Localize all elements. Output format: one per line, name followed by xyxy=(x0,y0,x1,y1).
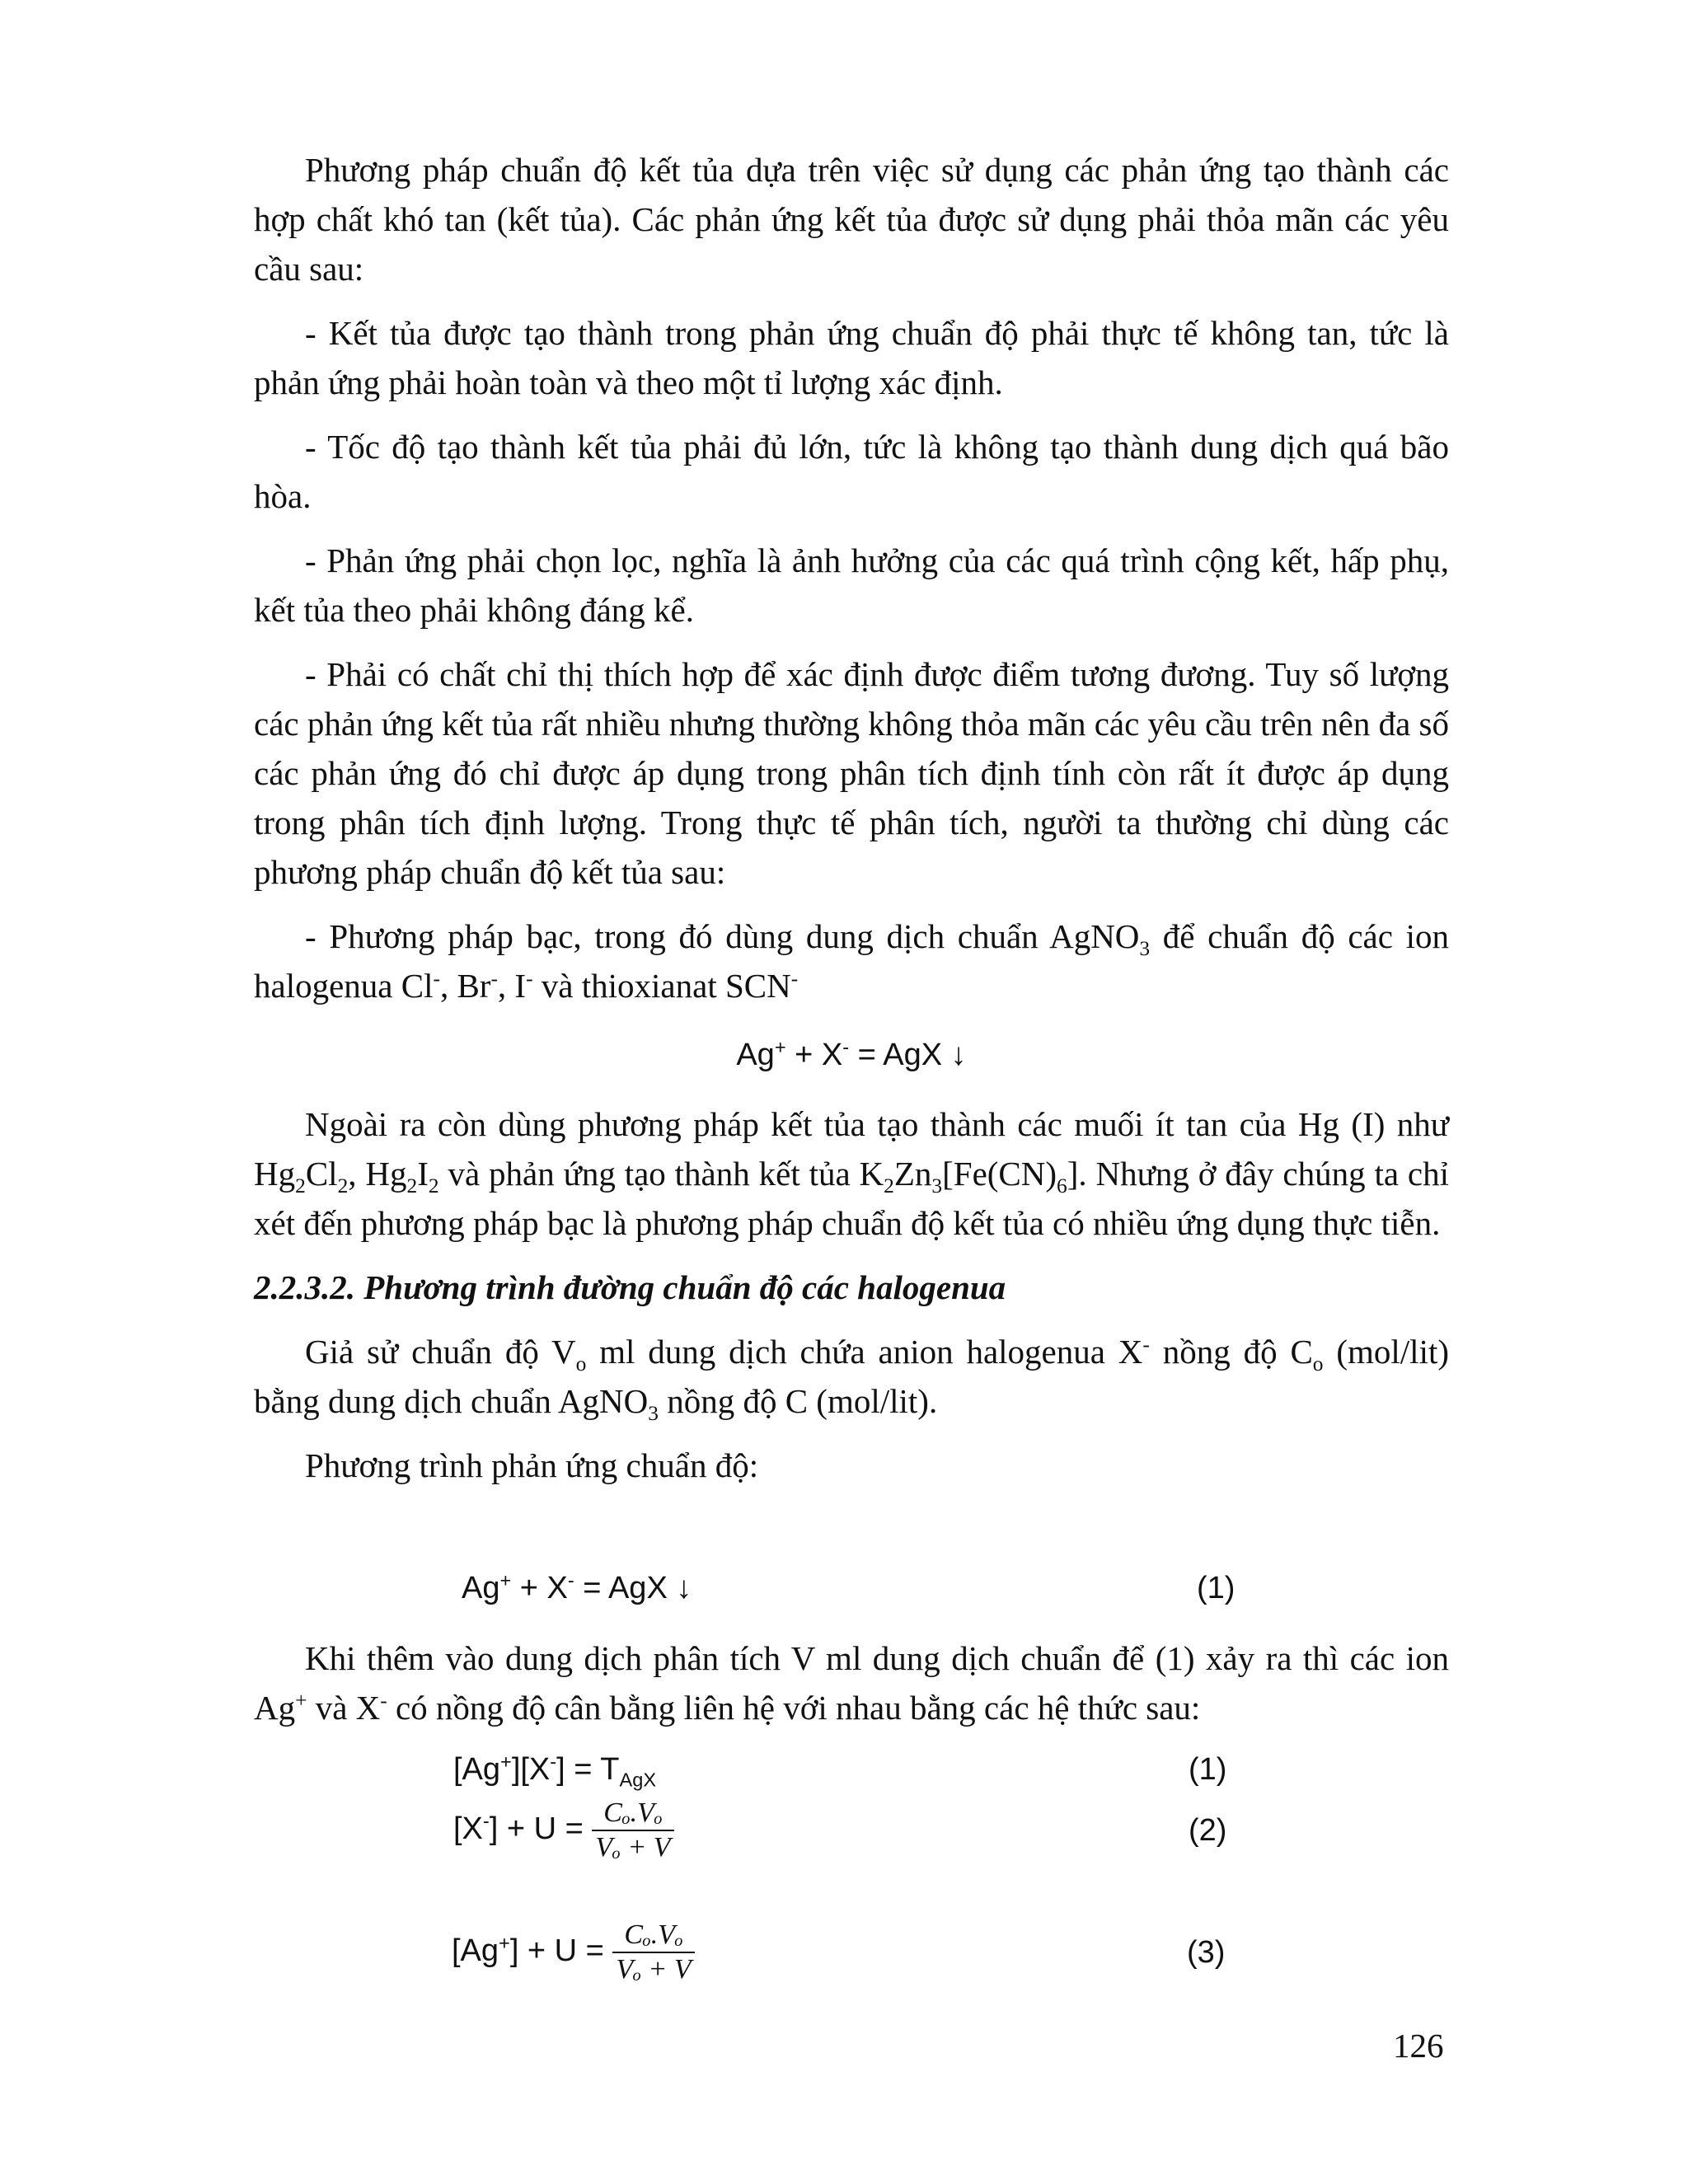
system-equation-2: [X-] + U = $\frac{\text{Cₒ.Vₒ}}{\text{Vₒ + V}}$ xyxy=(453,1797,674,1864)
equation-1-number: (1) xyxy=(1197,1571,1236,1605)
equation-silver-halide: Ag+ + X- = AgX ↓ xyxy=(736,1036,967,1072)
paragraph-mercury: Ngoài ra còn dùng phương pháp kết tủa tạo thành các muối ít tan của Hg (I) như $Hg_2Cl_2$, $Hg_2I_2$ và phản ứng tạo thành kết tủa $K_2Zn_3[Fe(CN)_6]$. Nhưng ở đây chúng ta chỉ xét đến phương pháp bạc là phương pháp chuẩn độ kết tủa có nhiều ứng dụng thực tiễn. xyxy=(254,1105,1449,1242)
paragraph-req-1: - Kết tủa được tạo thành trong phản ứng chuẩn độ phải thực tế không tan, tức là phản ứng phải hoàn toàn và theo một tỉ lượng xác định. xyxy=(254,314,1449,401)
equation-1: Ag+ + X- = AgX ↓ xyxy=(462,1569,692,1605)
paragraph-assume: Giả sử chuẩn độ $V_o$ ml dung dịch chứa anion halogenua X- nồng độ $C_o$ (mol/lit) bằng dung dịch chuẩn AgNO$_3$ nồng độ C (mol/lit). xyxy=(254,1333,1450,1426)
section-heading: 2.2.3.2. Phương trình đường chuẩn độ các halogenua xyxy=(254,1268,1006,1306)
system-equation-1: $[Ag^+][X^-] = T_{AgX}$ xyxy=(453,1750,657,1791)
paragraph-req-2: - Tốc độ tạo thành kết tủa phải đủ lớn, tức là không tạo thành dung dịch quá bão hòa. xyxy=(254,428,1449,515)
body-text-top xyxy=(254,145,1449,1010)
body-text-middle xyxy=(254,1099,1449,1490)
page-number: 126 xyxy=(1393,2027,1444,2064)
paragraph-req-3: - Phản ứng phải chọn lọc, nghĩa là ảnh hưởng của các quá trình cộng kết, hấp phụ, kết tủa theo phải không đáng kể. xyxy=(254,541,1449,629)
paragraph-silver-method: - Phương pháp bạc, trong đó dùng dung dịch chuẩn AgNO$_3$ để chuẩn độ các ion halogenua Cl-, Br-, I- và thioxianat SCN- xyxy=(254,917,1450,1005)
system-equation-2-number: (2) xyxy=(1189,1813,1227,1848)
paragraph-when: Khi thêm vào dung dịch phân tích V ml dung dịch chuẩn để (1) xảy ra thì các ion Ag+ và X- có nồng độ cân bằng liên hệ với nhau bằng các hệ thức sau: xyxy=(254,1639,1449,1727)
fraction-co-vo-2: $\frac{\text{Cₒ.Vₒ}}{\text{Vₒ + V}}$ xyxy=(612,1919,694,1986)
fraction-co-vo: $\frac{\text{Cₒ.Vₒ}}{\text{Vₒ + V}}$ xyxy=(592,1797,673,1864)
system-equation-3-number: (3) xyxy=(1187,1935,1226,1970)
paragraph-intro: Phương pháp chuẩn độ kết tủa dựa trên việc sử dụng các phản ứng tạo thành các hợp chất khó tan (kết tủa). Các phản ứng kết tủa được sử dụng phải thỏa mãn các yêu cầu sau: xyxy=(254,151,1449,288)
reaction-label: Phương trình phản ứng chuẩn độ: xyxy=(305,1446,759,1484)
body-text-bottom xyxy=(254,1633,1449,1732)
paragraph-req-4: - Phải có chất chỉ thị thích hợp để xác định được điểm tương đương. Tuy số lượng các phản ứng kết tủa rất nhiều nhưng thường không thỏa mãn các yêu cầu trên nên đa số các phản ứng đó chỉ được áp dụng trong phân tích định tính còn rất ít được áp dụng trong phân tích định lượng. Trong thực tế phân tích, người ta thường chỉ dùng các phương pháp chuẩn độ kết tủa sau: xyxy=(254,655,1449,891)
system-equation-3: [Ag+] + U = $\frac{\text{Cₒ.Vₒ}}{\text{Vₒ + V}}$ xyxy=(452,1919,695,1986)
system-equation-1-number: (1) xyxy=(1189,1752,1227,1787)
